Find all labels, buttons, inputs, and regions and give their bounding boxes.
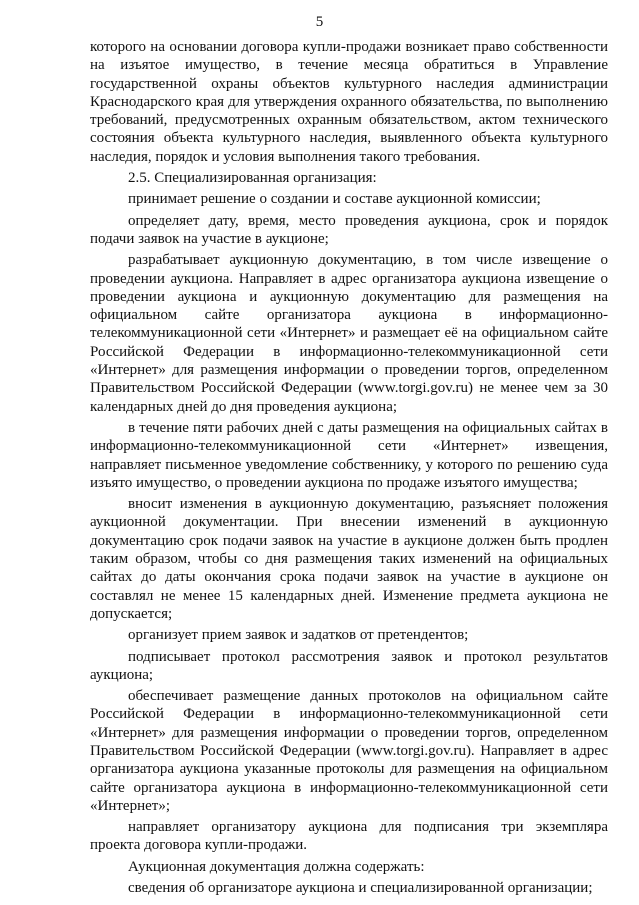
paragraph-auction-doc-heading: Аукционная документация должна содержать: (128, 858, 425, 875)
paragraph-date-time: определяет дату, время, место проведения аукциона, срок и порядок подачи заявок на участие в аукционе; (90, 212, 608, 247)
paragraph-commission: принимает решение о создании и составе аукционной комиссии; (128, 191, 541, 208)
paragraph-protocols: подписывает протокол рассмотрения заявок и протокол результатов аукциона; (90, 648, 608, 683)
document-body (90, 38, 608, 897)
paragraph-contract: направляет организатору аукциона для подписания три экземпляра проекта договора купли-продажи. (90, 819, 608, 854)
paragraph-changes: вносит изменения в аукционную документацию, разъясняет положения аукционной документации. При внесении изменений в аукционную документацию срок подачи заявок на участие в аукционе должен быть продлен таким образом, чтобы со дня размещения таких изменений на официальных сайтах до даты окончания срока подачи заявок на участие в аукционе он составлял не менее 15 календарных дней. Изменение предмета аукциона не допускается; (90, 496, 608, 622)
paragraph-documentation: разрабатывает аукционную документацию, в том числе извещение о проведении аукциона. Направляет в адрес организатора аукциона извещение о проведении аукциона и аукционную документацию для размещения на официальном сайте организатора аукциона в информационно-телекоммуникационной сети «Интернет» и размещает её на официальном сайте Российской Федерации в информационно-телекоммуникационной сети «Интернет» для размещения информации о проведении торгов, определенном Правительством Российской Федерации (www.torgi.gov.ru) не менее чем за 30 календарных дней до дня проведения аукциона; (90, 252, 608, 415)
paragraph-continuation: которого на основании договора купли-продажи возникает право собственности на изъятое имущество, в течение месяца обратиться в Управление государственной охраны объектов культурного наследия администрации Краснодарского края для утверждения охранного обязательства, по выполнению требований, предусмотренных охранным обязательством, актом технического состояния объекта культурного наследия, выявленного объекта культурного наследия, порядок и условия выполнения такого требования. (90, 39, 608, 165)
paragraph-section-2-5-heading: 2.5. Специализированная организация: (128, 170, 377, 187)
paragraph-applications: организует прием заявок и задатков от претендентов; (128, 627, 469, 644)
paragraph-notification: в течение пяти рабочих дней с даты размещения на официальных сайтах в информационно-телекоммуникационной сети «Интернет» извещения, направляет письменное уведомление собственнику, у которого по решению суда изъято имущество, о проведении аукциона по продаже изъятого имущества; (90, 419, 608, 491)
paragraph-publication: обеспечивает размещение данных протоколов на официальном сайте Российской Федерации в информационно-телекоммуникационной сети «Интернет» для размещения информации о проведении торгов, определенном Правительством Российской Федерации (www.torgi.gov.ru). Направляет в адрес организатора аукциона указанные протоколы для размещения на официальном сайте организатора аукциона в информационно-телекоммуникационной сети «Интернет»; (90, 688, 608, 814)
page-number: 5 (315, 14, 324, 30)
paragraph-organizer-info: сведения об организаторе аукциона и специализированной организации; (128, 880, 593, 897)
